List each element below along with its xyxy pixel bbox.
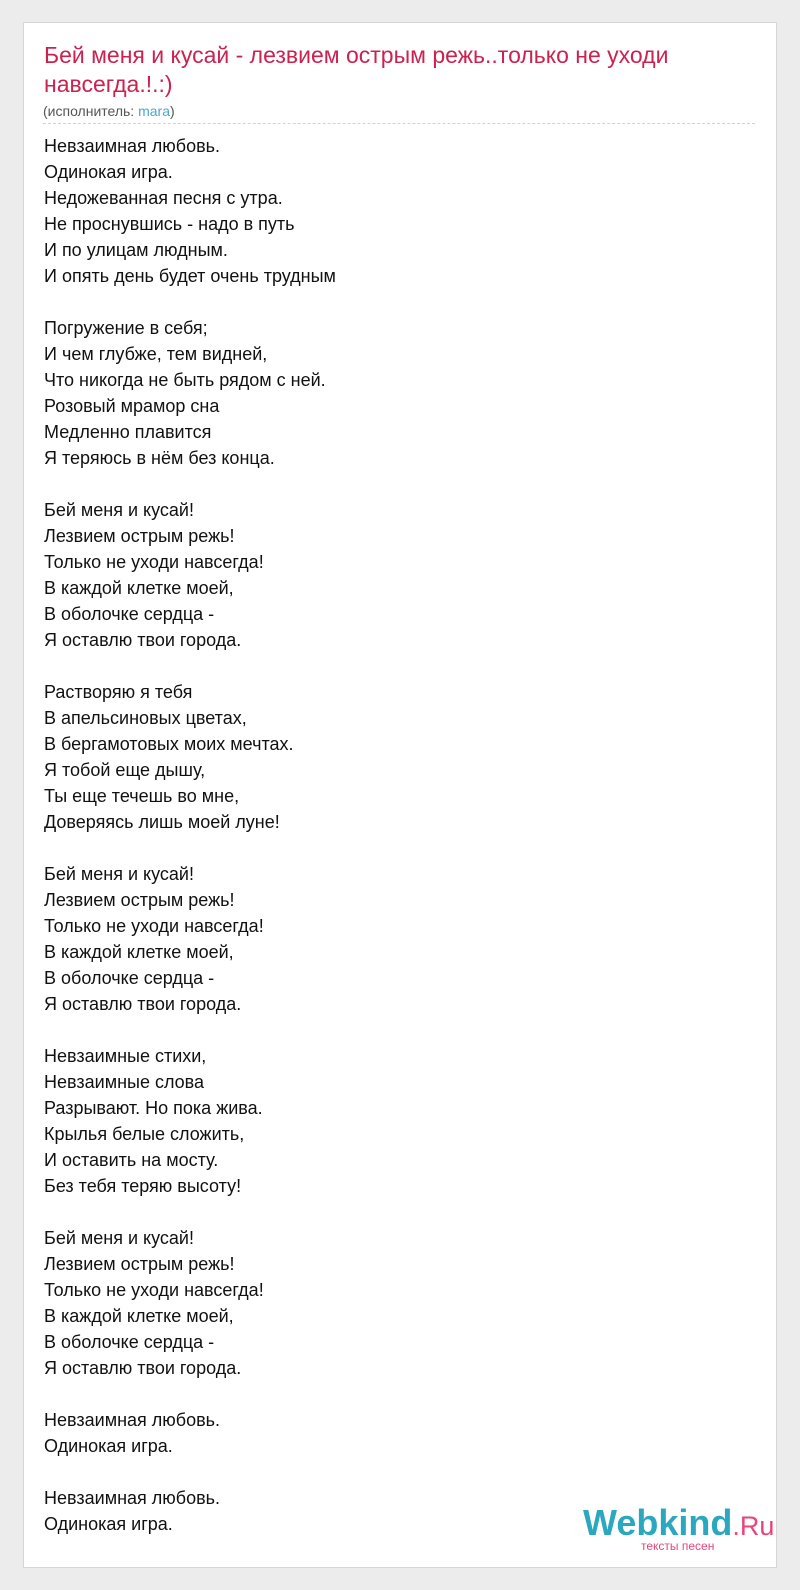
lyric-line: В оболочке сердца - [44,1332,215,1352]
lyric-line: В каждой клетке моей, [44,578,234,598]
lyric-line: Я теряюсь в нём без конца. [44,448,275,468]
lyric-line: Крылья белые сложить, [44,1124,245,1144]
lyric-line: Растворяю я тебя [44,682,193,702]
lyric-line: Розовый мрамор сна [44,396,220,416]
lyric-line: И опять день будет очень трудным [44,266,336,286]
stanza-break [44,1017,744,1043]
lyric-line: И чем глубже, тем видней, [44,344,268,364]
logo-tagline: тексты песен [641,1539,715,1553]
lyric-line: Одинокая игра. [44,1514,173,1534]
logo-brand: Webkind [583,1502,733,1543]
lyric-line: Бей меня и кусай! [44,500,194,520]
stanza-break [44,471,744,497]
lyric-line: Бей меня и кусай! [44,864,194,884]
stanza-break [44,835,744,861]
lyric-line: Я оставлю твои города. [44,1358,242,1378]
lyric-line: Не проснувшись - надо в путь [44,214,295,234]
lyrics-card [23,22,777,1568]
lyric-line: В каждой клетке моей, [44,942,234,962]
lyric-line: В оболочке сердца - [44,968,215,988]
lyric-line: Одинокая игра. [44,162,173,182]
title-divider [43,123,755,124]
stanza-break [44,1381,744,1407]
lyric-line: Лезвием острым режь! [44,1254,235,1274]
lyric-line: И оставить на мосту. [44,1150,219,1170]
lyric-line: Я оставлю твои города. [44,630,242,650]
lyric-line: Лезвием острым режь! [44,890,235,910]
lyric-line: Разрывают. Но пока жива. [44,1098,263,1118]
lyric-line: Медленно плавится [44,422,212,442]
lyric-line: В апельсиновых цветах, [44,708,247,728]
stanza-break [44,653,744,679]
stanza-break [44,1459,744,1485]
lyric-line: Одинокая игра. [44,1436,173,1456]
lyric-line: Невзаимная любовь. [44,136,221,156]
logo-tld: .Ru [732,1511,775,1541]
lyric-line: Только не уходи навсегда! [44,916,264,936]
lyric-line: Ты еще течешь во мне, [44,786,240,806]
lyric-line: В каждой клетке моей, [44,1306,234,1326]
lyric-line: Лезвием острым режь! [44,526,235,546]
lyric-line: Без тебя теряю высоту! [44,1176,242,1196]
lyric-line: В оболочке сердца - [44,604,215,624]
lyric-line: Я оставлю твои города. [44,994,242,1014]
artist-suffix: ) [170,103,175,119]
webkind-logo[interactable] [583,1503,783,1559]
lyric-line: Невзаимная любовь. [44,1488,221,1508]
lyric-line: Что никогда не быть рядом с ней. [44,370,326,390]
lyric-line: Невзаимные стихи, [44,1046,207,1066]
artist-line [43,102,175,120]
lyric-line: Недожеванная песня с утра. [44,188,283,208]
artist-prefix: (исполнитель: [43,103,139,119]
lyrics-text [44,133,744,1537]
lyric-line: Невзаимная любовь. [44,1410,221,1430]
lyric-line: Только не уходи навсегда! [44,552,264,572]
lyric-line: В бергамотовых моих мечтах. [44,734,294,754]
lyric-line: Доверяясь лишь моей луне! [44,812,280,832]
song-title: Бей меня и кусай - лезвием острым режь..только не уходи навсегда.!.:) [44,42,669,97]
artist-link[interactable]: mara [138,103,170,119]
stanza-break [44,1199,744,1225]
lyric-line: И по улицам людным. [44,240,228,260]
lyric-line: Бей меня и кусай! [44,1228,194,1248]
stanza-break [44,289,744,315]
lyric-line: Погружение в себя; [44,318,208,338]
lyric-line: Только не уходи навсегда! [44,1280,264,1300]
lyric-line: Невзаимные слова [44,1072,205,1092]
lyric-line: Я тобой еще дышу, [44,760,206,780]
